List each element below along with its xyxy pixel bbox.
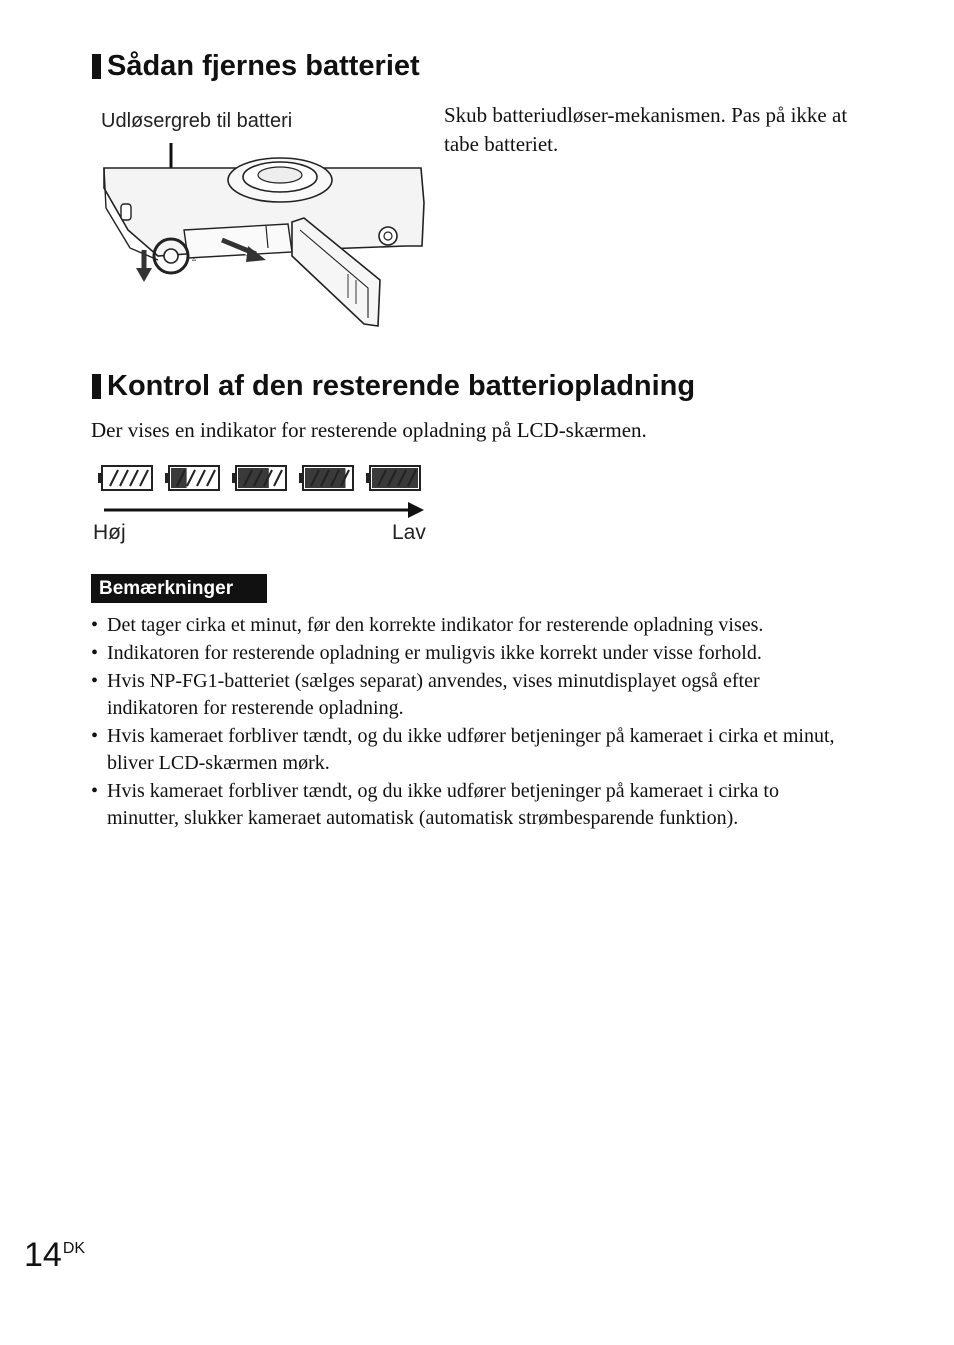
- page-language-code: DK: [62, 1240, 86, 1257]
- note-item: • Det tager cirka et minut, før den korrekte indikator for resterende opladning vises.: [91, 612, 851, 639]
- gauge-low-label: Lav: [392, 521, 426, 544]
- note-item: • Hvis NP-FG1-batteriet (sælges separat) anvendes, vises minutdisplayet også efter indikatoren for resterende opladning.: [91, 668, 851, 722]
- battery-level-gauge: [96, 462, 436, 526]
- page-number-value: 14: [24, 1236, 62, 1274]
- section-title-battery-check: [92, 369, 695, 403]
- gauge-high-label: Høj: [93, 521, 126, 544]
- battery-level-icon: [366, 466, 420, 490]
- battery-level-icon: [165, 466, 219, 490]
- battery-check-intro: Der vises en indikator for resterende opladning på LCD-skærmen.: [91, 418, 647, 442]
- section-title-text: Kontrol af den resterende batteriopladning: [107, 370, 696, 402]
- svg-text:▵: ▵: [192, 254, 197, 263]
- section-title-remove-battery: [92, 49, 420, 83]
- battery-level-icon: [299, 466, 353, 490]
- page-number: [24, 1236, 85, 1275]
- section-title-text: Sådan fjernes batteriet: [107, 50, 420, 82]
- remove-battery-description: Skub batteriudløser-mekanismen. Pas på ikke at tabe batteriet.: [444, 103, 848, 156]
- battery-level-icon: [98, 466, 152, 490]
- note-item: • Hvis kameraet forbliver tændt, og du ikke udfører betjeninger på kameraet i cirka et minut, bliver LCD-skærmen mørk.: [91, 723, 851, 777]
- callout-battery-lever-label: Udløsergreb til batteri: [101, 110, 293, 132]
- camera-battery-illustration: [96, 138, 436, 333]
- notes-heading: Bemærkninger: [91, 574, 267, 603]
- battery-level-icon: [232, 466, 286, 490]
- notes-list: [91, 612, 851, 832]
- section-marker-icon: [92, 374, 101, 399]
- note-item: • Hvis kameraet forbliver tændt, og du ikke udfører betjeninger på kameraet i cirka to minutter, slukker kameraet automatisk (automatisk strømbesparende funktion).: [91, 778, 851, 832]
- arrow-right-icon: [104, 502, 424, 518]
- note-item: • Indikatoren for resterende opladning er muligvis ikke korrekt under visse forhold.: [91, 640, 851, 667]
- section-marker-icon: [92, 54, 101, 79]
